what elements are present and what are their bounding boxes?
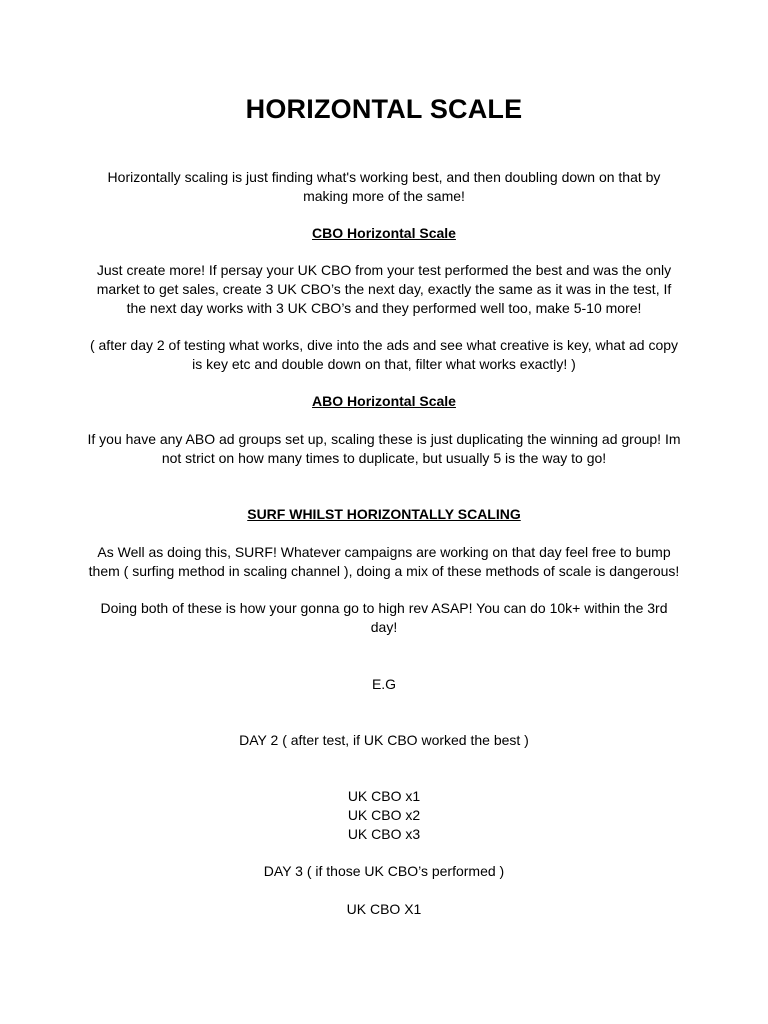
note-paragraph [60,336,708,374]
surf-line: them ( surfing method in scaling channel ), doing a mix of these methods of scale is dangerous! [88,563,680,579]
abo-line: not strict on how many times to duplicate, but usually 5 is the way to go! [161,450,607,466]
both-line: Doing both of these is how your gonna go to high rev ASAP! You can do 10k+ within the 3rd [100,600,668,616]
list-item: UK CBO x2 [347,807,421,823]
abo-paragraph [60,430,708,468]
example-label: E.G [371,676,397,692]
note-line: ( after day 2 of testing what works, dive into the ads and see what creative is key, what ad copy [89,337,679,353]
day3-label: DAY 3 ( if those UK CBO’s performed ) [263,863,505,879]
abo-heading: ABO Horizontal Scale [312,393,456,409]
day2-label: DAY 2 ( after test, if UK CBO worked the best ) [239,732,529,748]
cbo-line: Just create more! If persay your UK CBO from your test performed the best and was the only [96,262,672,278]
list-item: UK CBO X1 [346,901,422,917]
intro-line: Horizontally scaling is just finding what's working best, and then doubling down on that by [107,169,661,185]
cbo-paragraph [60,261,708,318]
cbo-heading: CBO Horizontal Scale [312,225,456,241]
both-line: day! [370,619,398,635]
cbo-line: the next day works with 3 UK CBO’s and they performed well too, make 5-10 more! [126,300,642,316]
surf-paragraph [60,543,708,581]
intro-paragraph [90,168,678,206]
surf-heading: SURF WHILST HORIZONTALLY SCALING [247,506,521,522]
surf-line: As Well as doing this, SURF! Whatever campaigns are working on that day feel free to bump [97,544,671,560]
list-item: UK CBO x1 [347,788,421,804]
note-line: is key etc and double down on that, filter what works exactly! ) [192,356,576,372]
both-paragraph [60,599,708,637]
cbo-line: market to get sales, create 3 UK CBO’s the next day, exactly the same as it was in the test, If [96,281,672,297]
day2-list [0,787,768,844]
page-title: HORIZONTAL SCALE [245,94,523,124]
intro-line: making more of the same! [303,188,465,204]
abo-line: If you have any ABO ad groups set up, scaling these is just duplicating the winning ad group! Im [87,431,681,447]
day3-list [0,900,768,919]
list-item: UK CBO x3 [347,826,421,842]
